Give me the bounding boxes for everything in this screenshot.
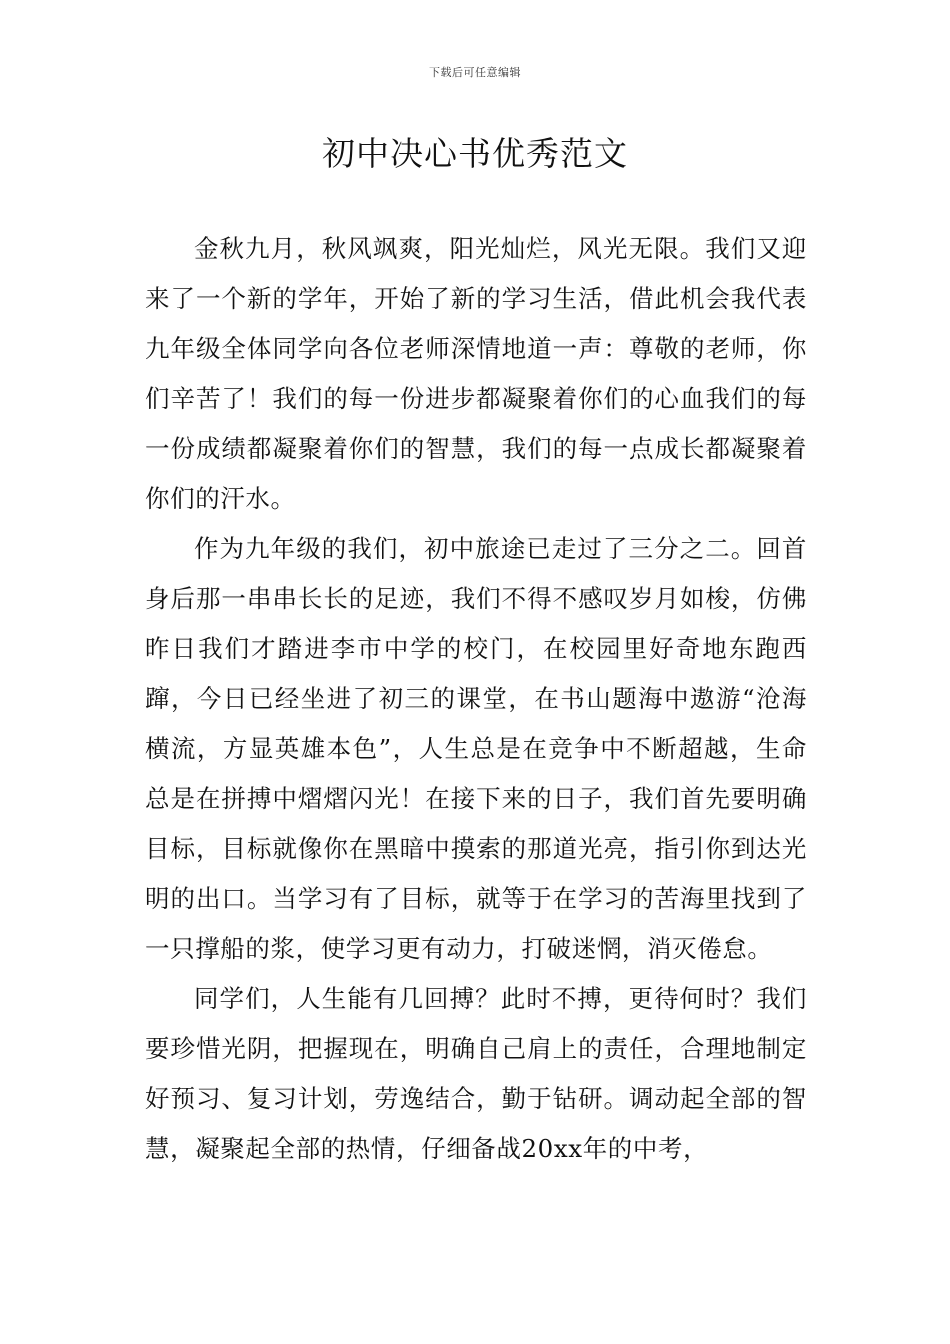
paragraph-1: 金秋九月，秋风飒爽，阳光灿烂，风光无限。我们又迎来了一个新的学年，开始了新的学习生活，借此机会我代表九年级全体同学向各位老师深情地道一声：尊敬的老师，你们辛苦了！我们的每一份进步都凝聚着你们的心血我们的每一份成绩都凝聚着你们的智慧，我们的每一点成长都凝聚着你们的汗水。 <box>145 234 807 513</box>
document-body <box>145 224 807 1174</box>
header-note: 下载后可任意编辑 <box>429 66 521 79</box>
page-title: 初中决心书优秀范文 <box>322 134 628 173</box>
paragraph-2: 作为九年级的我们，初中旅途已走过了三分之二。回首身后那一串串长长的足迹，我们不得不感叹岁月如梭，仿佛昨日我们才踏进李市中学的校门，在校园里好奇地东跑西蹿，今日已经坐进了初三的课堂，在书山题海中遨游“沧海横流，方显英雄本色”，人生总是在竞争中不断超越，生命总是在拼搏中熠熠闪光！在接下来的日子，我们首先要明确目标，目标就像你在黑暗中摸索的那道光亮，指引你到达光明的出口。当学习有了目标，就等于在学习的苦海里找到了一只撑船的浆，使学习更有动力，打破迷惘，消灭倦怠。 <box>145 534 807 963</box>
paragraph-3: 同学们，人生能有几回搏？此时不搏，更待何时？我们要珍惜光阴，把握现在，明确自己肩上的责任，合理地制定好预习、复习计划，劳逸结合，勤于钻研。调动起全部的智慧，凝聚起全部的热情，仔细备战20xx年的中考， <box>145 984 807 1163</box>
